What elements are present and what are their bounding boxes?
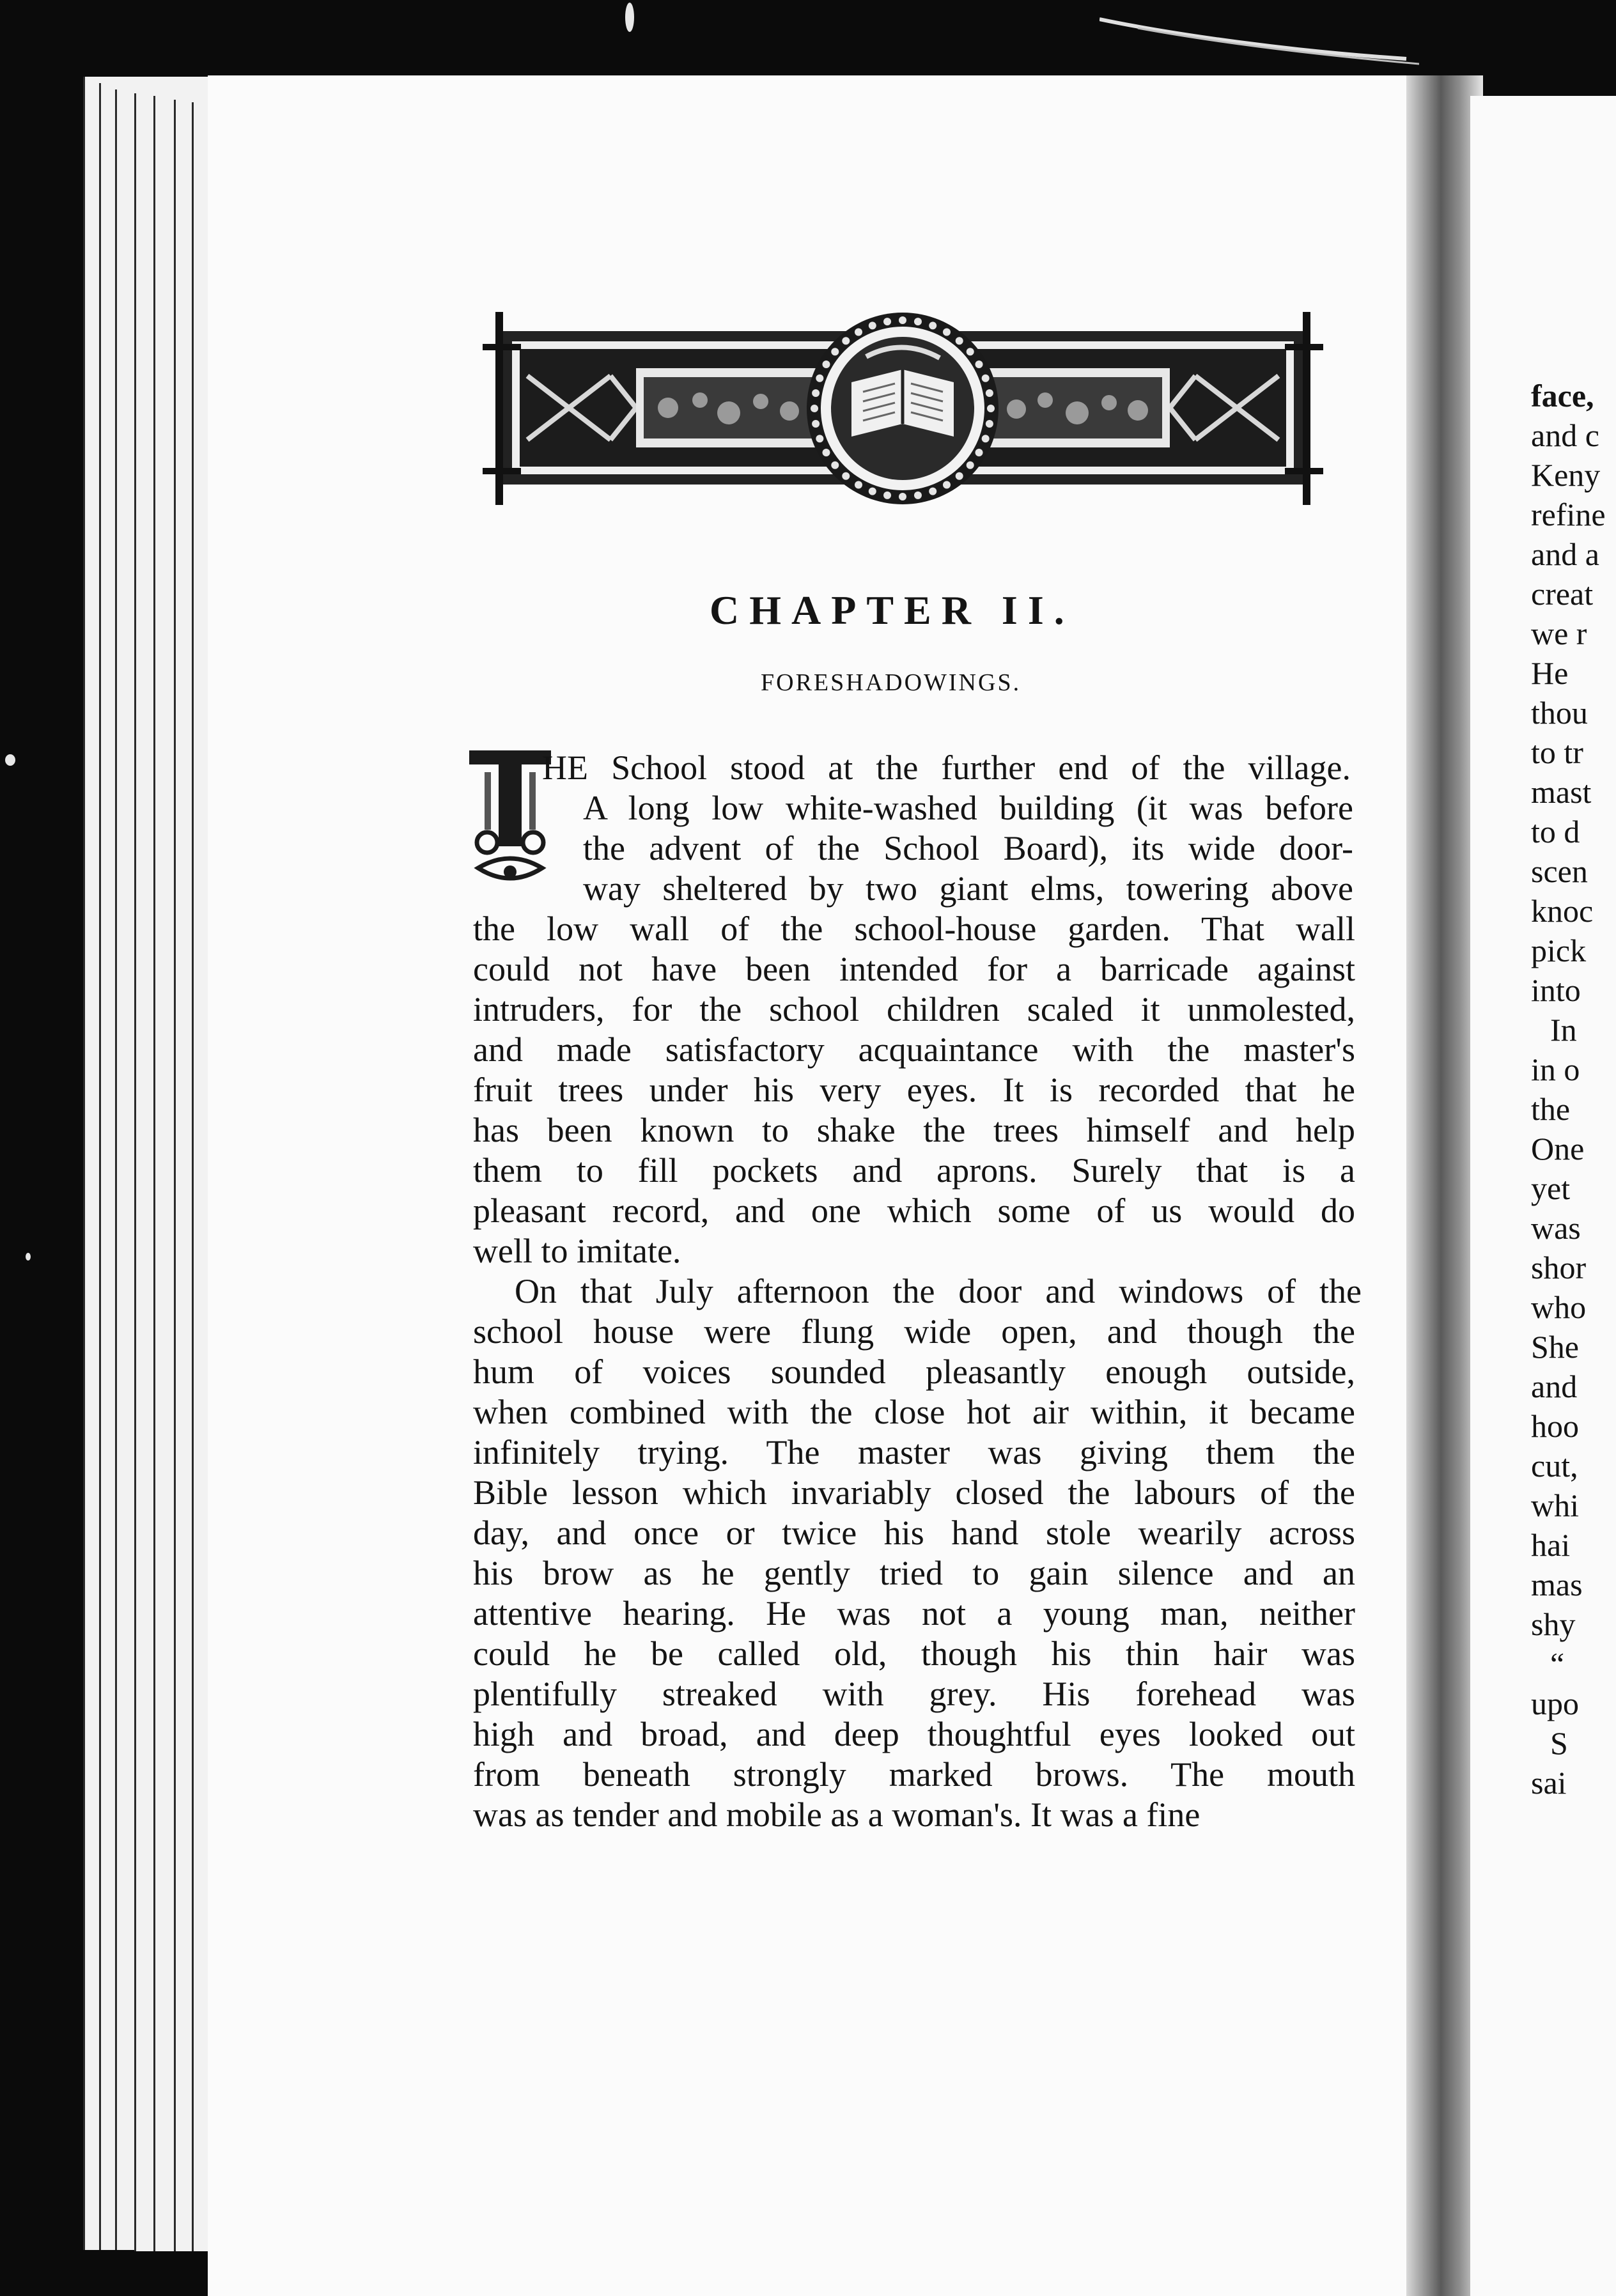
facing-text-line: in o <box>1531 1051 1580 1087</box>
facing-text-line: and <box>1531 1369 1578 1404</box>
facing-page <box>1470 96 1616 2296</box>
text-line: was as tender and mobile as a woman's. It was a fine <box>473 1796 1200 1834</box>
facing-text-line: Keny <box>1531 457 1601 493</box>
text-line: attentive hearing. He was not a young man, neither <box>473 1594 1355 1633</box>
facing-text-line: “ <box>1550 1646 1565 1682</box>
facing-text-line: In <box>1550 1012 1577 1048</box>
facing-text-line: thou <box>1531 695 1588 731</box>
text-line: On that July afternoon the door and windows of the <box>515 1272 1362 1310</box>
text-line: plentifully streaked with grey. His forehead was <box>473 1675 1355 1713</box>
facing-text-line: One <box>1531 1131 1585 1167</box>
text-line: the low wall of the school-house garden. That wall <box>473 910 1355 948</box>
text-line: could not have been intended for a barricade against <box>473 950 1355 988</box>
facing-text-line: S <box>1550 1725 1568 1761</box>
text-line: A long low white-washed building (it was before <box>583 789 1353 827</box>
facing-text-line: mast <box>1531 774 1592 810</box>
facing-text-line: to d <box>1531 814 1580 849</box>
text-line: well to imitate. <box>473 1232 681 1270</box>
facing-text-line: to tr <box>1531 734 1583 770</box>
facing-text-line: hai <box>1531 1527 1571 1563</box>
facing-text-line: whi <box>1531 1487 1579 1523</box>
chapter-title: CHAPTER II. <box>710 587 1075 633</box>
text-line: Bible lesson which invariably closed the labours of the <box>473 1473 1355 1512</box>
facing-text-line: She <box>1531 1329 1579 1365</box>
text-line: and made satisfactory acquaintance with the master's <box>473 1030 1355 1069</box>
text-line: fruit trees under his very eyes. It is recorded that he <box>473 1071 1355 1109</box>
facing-text-line: cut, <box>1531 1448 1578 1484</box>
text-line: HE School stood at the further end of the village. <box>542 749 1351 787</box>
facing-text-line: and c <box>1531 417 1599 453</box>
text-line: his brow as he gently tried to gain silence and an <box>473 1554 1355 1592</box>
facing-text-line: refine <box>1531 497 1606 532</box>
text-line: them to fill pockets and aprons. Surely that is a <box>473 1151 1355 1190</box>
chapter-subtitle: FORESHADOWINGS. <box>761 669 1022 696</box>
facing-text-line: face, <box>1531 378 1594 414</box>
text-line: from beneath strongly marked brows. The mouth <box>473 1755 1355 1794</box>
facing-text-line: He <box>1531 655 1569 691</box>
text-line: pleasant record, and one which some of us would do <box>473 1191 1355 1230</box>
facing-text-line: was <box>1531 1210 1581 1246</box>
facing-text-line: scen <box>1531 853 1588 889</box>
text-line: high and broad, and deep thoughtful eyes looked out <box>473 1715 1355 1753</box>
text-line: intruders, for the school children scaled it unmolested, <box>473 990 1355 1028</box>
scan-speck <box>5 754 15 766</box>
facing-text-line: into <box>1531 972 1581 1008</box>
text-line: school house were flung wide open, and though the <box>473 1312 1355 1351</box>
text-line: when combined with the close hot air within, it became <box>473 1393 1355 1431</box>
facing-text-line: sai <box>1531 1765 1567 1801</box>
facing-text-line: and a <box>1531 536 1599 572</box>
text-line: the advent of the School Board), its wide door- <box>583 829 1353 867</box>
text-line: has been known to shake the trees himself and help <box>473 1111 1355 1149</box>
facing-text-line: upo <box>1531 1686 1579 1721</box>
text-line: hum of voices sounded pleasantly enough outside, <box>473 1353 1355 1391</box>
text-line: could he be called old, though his thin hair was <box>473 1634 1355 1673</box>
facing-text-line: we r <box>1531 616 1587 651</box>
headpiece-ornament <box>483 306 1323 511</box>
facing-text-line: mas <box>1531 1567 1583 1602</box>
text-line: way sheltered by two giant elms, towering above <box>583 869 1353 908</box>
facing-text-line: shy <box>1531 1606 1576 1642</box>
facing-text-line: hoo <box>1531 1408 1579 1444</box>
scan-streak <box>1099 0 1419 70</box>
text-line: day, and once or twice his hand stole wearily across <box>473 1514 1355 1552</box>
facing-text-line: knoc <box>1531 893 1594 929</box>
facing-text-line: shor <box>1531 1250 1587 1285</box>
facing-text-line: pick <box>1531 933 1587 968</box>
scan-speck <box>26 1253 31 1260</box>
scan-speck <box>625 3 634 32</box>
facing-text-line: yet <box>1531 1170 1571 1206</box>
text-line: infinitely trying. The master was giving them the <box>473 1433 1355 1471</box>
drop-cap <box>465 747 555 890</box>
facing-text-line: the <box>1531 1091 1571 1127</box>
facing-text-line: creat <box>1531 576 1594 612</box>
facing-text-line: who <box>1531 1289 1587 1325</box>
